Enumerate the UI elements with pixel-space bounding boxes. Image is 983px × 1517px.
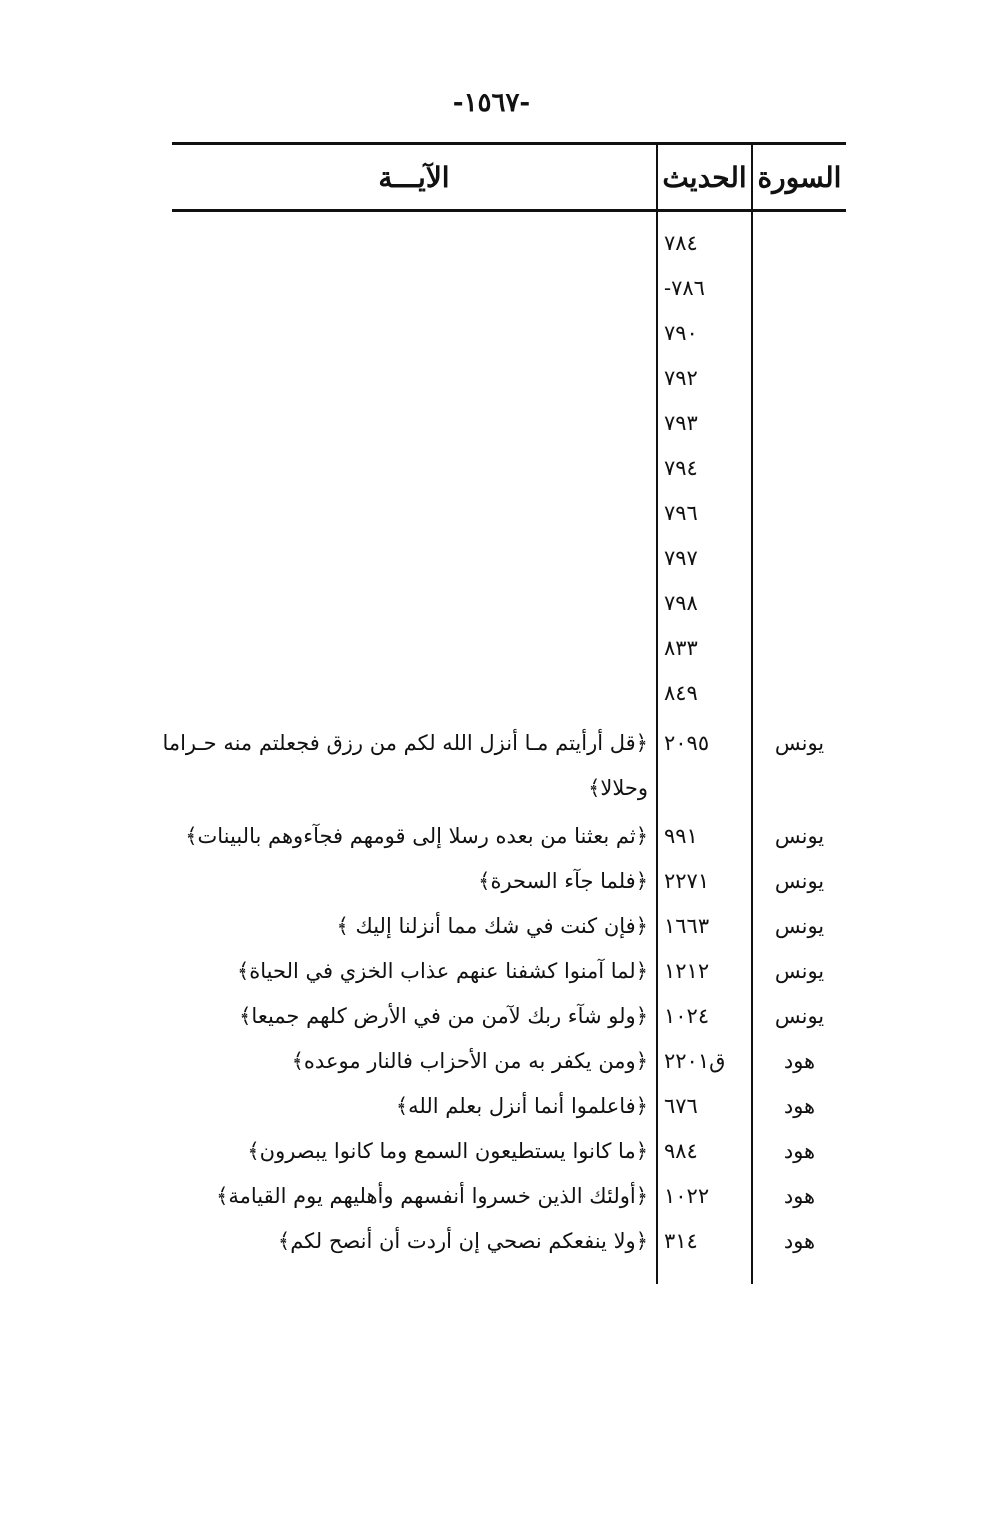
table-row (172, 356, 846, 401)
header-bottom-rule (172, 209, 846, 212)
ayah-text-cell (172, 401, 648, 446)
header-ayah: الآيـــة (378, 161, 450, 194)
surah-cell (753, 221, 846, 266)
hadith-number-cell: ٩٨٤ (664, 1139, 698, 1163)
ayah-text-cell: ﴿ما كانوا يستطيعون السمع وما كانوا يبصرون﴾ (247, 1139, 648, 1163)
surah-cell: هود (783, 1049, 816, 1073)
hadith-number-cell: ق٢٢٠١ (664, 1049, 726, 1073)
ayah-text-cell (172, 446, 648, 491)
surah-cell: يونس (774, 824, 825, 848)
surah-cell: هود (783, 1184, 816, 1208)
table-row (172, 581, 846, 626)
table-row (162, 721, 846, 800)
table-row (172, 311, 846, 356)
surah-cell: يونس (774, 731, 825, 755)
hadith-number-cell: ٧٩٨ (664, 591, 698, 615)
ayah-text-cell (172, 356, 648, 401)
table-row (172, 904, 846, 949)
ayah-text-cell (172, 266, 648, 311)
ayah-text-cell (172, 671, 648, 716)
table-row (172, 491, 846, 536)
ayah-text-cell: ﴿فإن كنت في شك مما أنزلنا إليك ﴾ (336, 914, 648, 938)
surah-cell: يونس (774, 869, 825, 893)
ayah-text-cell: ﴿ثم بعثنا من بعده رسلا إلى قومهم فجآءوهم بالبينات﴾ (185, 824, 648, 848)
table-row (172, 994, 846, 1039)
table-row (172, 626, 846, 671)
hadith-number-cell: ٧٩٢ (664, 366, 698, 390)
surah-cell (753, 446, 846, 491)
hadith-number-cell: ٣١٤ (664, 1229, 698, 1253)
hadith-number-cell: -٧٨٦ (664, 276, 705, 300)
hadith-number-cell: ٢٢٧١ (664, 869, 710, 893)
table-row (172, 1129, 846, 1174)
header-surah: السورة (757, 161, 842, 194)
hadith-number-cell: ١٦٦٣ (664, 914, 710, 938)
surah-cell: يونس (774, 1004, 825, 1028)
ayah-text-continuation: وحلالا﴾ (588, 776, 648, 800)
ayah-text-cell: ﴿فاعلموا أنما أنزل بعلم الله﴾ (395, 1094, 648, 1118)
ayah-text-cell (172, 491, 648, 536)
table-row (172, 1219, 846, 1264)
ayah-text-cell (172, 536, 648, 581)
surah-cell (753, 311, 846, 356)
table-row (172, 1039, 846, 1084)
page-number: -١٥٦٧- (452, 88, 531, 118)
table-row (172, 1174, 846, 1219)
table-row (172, 446, 846, 491)
ayah-text-cell (172, 221, 648, 266)
surah-cell: يونس (774, 959, 825, 983)
table-row (172, 671, 846, 716)
surah-cell: هود (783, 1229, 816, 1253)
surah-cell (753, 671, 846, 716)
ayah-text-cell: ﴿لما آمنوا كشفنا عنهم عذاب الخزي في الحياة﴾ (236, 959, 648, 983)
surah-cell (753, 356, 846, 401)
ayah-text-cell (172, 626, 648, 671)
surah-cell: يونس (774, 914, 825, 938)
hadith-number-cell: ٨٣٣ (664, 636, 698, 660)
hadith-number-cell: ٧٨٤ (664, 231, 698, 255)
surah-cell (753, 401, 846, 446)
surah-cell (753, 536, 846, 581)
surah-cell (753, 491, 846, 536)
table-row (172, 266, 846, 311)
table-row (172, 814, 846, 859)
surah-cell (753, 266, 846, 311)
table-top-rule (172, 142, 846, 145)
hadith-number-cell: ٧٩٧ (664, 546, 698, 570)
table-row (172, 536, 846, 581)
hadith-number-cell: ١٠٢٢ (664, 1184, 710, 1208)
hadith-number-cell: ٨٤٩ (664, 681, 698, 705)
surah-cell (753, 581, 846, 626)
hadith-number-cell: ١٠٢٤ (664, 1004, 710, 1028)
table-row (172, 859, 846, 904)
hadith-number-cell: ٧٩٣ (664, 411, 698, 435)
hadith-number-cell: ٧٩٠ (664, 321, 698, 345)
surah-cell: هود (783, 1139, 816, 1163)
surah-cell: هود (783, 1094, 816, 1118)
ayah-text-cell (172, 311, 648, 356)
table-row (172, 221, 846, 266)
hadith-number-cell: ٧٩٦ (664, 501, 698, 525)
ayah-text-cell: ﴿ولو شآء ربك لآمن من في الأرض كلهم جميعا﴾ (239, 1004, 648, 1028)
ayah-text-cell: ﴿فلما جآء السحرة﴾ (478, 869, 648, 893)
header-hadith: الحديث (662, 161, 747, 194)
table-row (172, 1084, 846, 1129)
table-row (172, 949, 846, 994)
hadith-number-cell: ٢٠٩٥ (664, 731, 710, 755)
table-row (172, 401, 846, 446)
hadith-number-cell: ٧٩٤ (664, 456, 698, 480)
ayah-text-cell: ﴿ومن يكفر به من الأحزاب فالنار موعده﴾ (291, 1049, 648, 1073)
hadith-number-cell: ٦٧٦ (664, 1094, 698, 1118)
ayah-text-cell: ﴿قل أرأيتم مـا أنزل الله لكم من رزق فجعلتم منه حـراما (162, 731, 648, 755)
ayah-text-cell: ﴿ولا ينفعكم نصحي إن أردت أن أنصح لكم﴾ (277, 1229, 648, 1253)
hadith-number-cell: ١٢١٢ (664, 959, 710, 983)
surah-cell (753, 626, 846, 671)
ayah-text-cell: ﴿أولئك الذين خسروا أنفسهم وأهليهم يوم القيامة﴾ (216, 1184, 648, 1208)
hadith-number-cell: ٩٩١ (664, 824, 698, 848)
ayah-text-cell (172, 581, 648, 626)
